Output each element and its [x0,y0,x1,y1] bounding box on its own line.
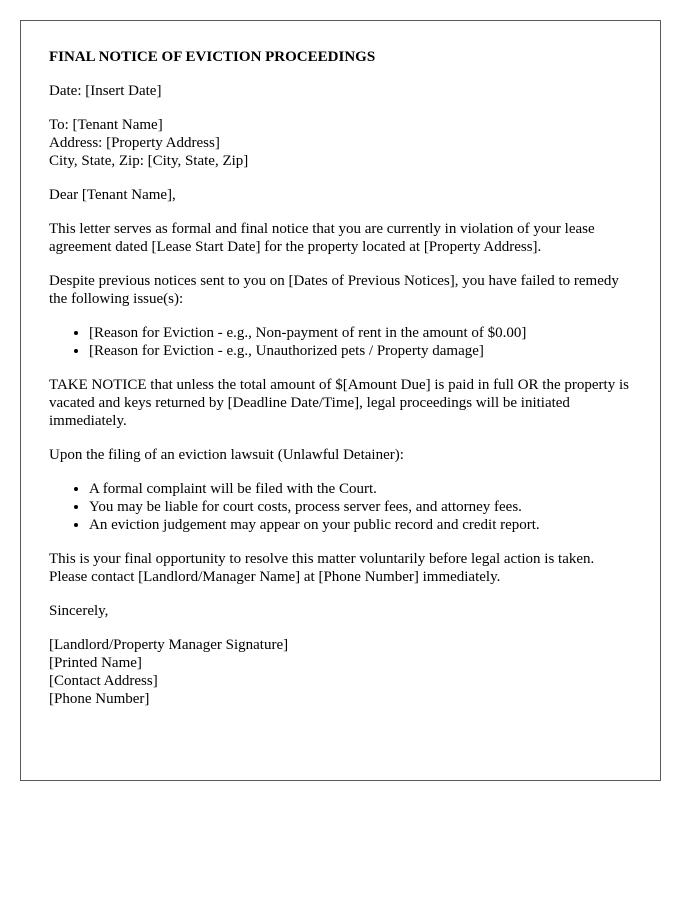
date-line: Date: [Insert Date] [49,83,162,99]
closing: Sincerely, [49,603,109,619]
list-item: • An eviction judgement may appear on your public record and credit report. [89,516,632,534]
contact-address-line: [Contact Address] [49,673,158,689]
salutation: Dear [Tenant Name], [49,187,176,203]
consequences-list [49,480,632,534]
paragraph-take-notice: TAKE NOTICE that unless the total amount of $[Amount Due] is paid in full OR the property is vacated and keys returned by [Deadline Date/Time], legal proceedings will be initiated immediately. [49,377,629,429]
list-item: • A formal complaint will be filed with the Court. [89,480,632,498]
document-title: FINAL NOTICE OF EVICTION PROCEEDINGS [49,49,376,65]
list-item: • You may be liable for court costs, process server fees, and attorney fees. [89,498,632,516]
recipient-block [49,116,632,170]
printed-name-line: [Printed Name] [49,655,142,671]
paragraph-upon-filing: Upon the filing of an eviction lawsuit (Unlawful Detainer): [49,447,404,463]
letter-page [20,20,661,781]
phone-number-line: [Phone Number] [49,691,150,707]
paragraph-violation: This letter serves as formal and final notice that you are currently in violation of your lease agreement dated [Lease Start Date] for the property located at [Property Address]. [49,221,595,255]
paragraph-final-opportunity: This is your final opportunity to resolve this matter voluntarily before legal action is taken. Please contact [Landlord/Manager Name] at [Phone Number] immediately. [49,551,595,585]
recipient-address: Address: [Property Address] [49,135,220,151]
recipient-city-state-zip: City, State, Zip: [City, State, Zip] [49,153,249,169]
signature-line: [Landlord/Property Manager Signature] [49,637,289,653]
paragraph-previous-notices: Despite previous notices sent to you on [Dates of Previous Notices], you have failed to remedy the following issue(s): [49,273,619,307]
signature-block [49,636,632,708]
reasons-list [49,324,632,360]
list-item: • [Reason for Eviction - e.g., Unauthorized pets / Property damage] [89,342,632,360]
list-item: • [Reason for Eviction - e.g., Non-payment of rent in the amount of $0.00] [89,324,632,342]
recipient-to: To: [Tenant Name] [49,117,163,133]
